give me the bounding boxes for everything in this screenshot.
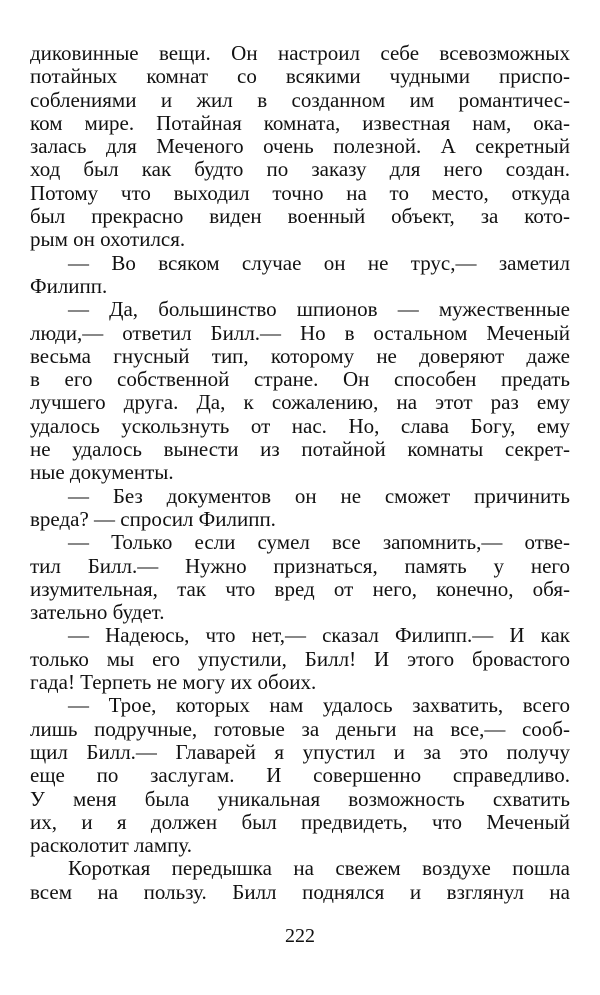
- text-line: У меня была уникальная возможность схватить: [30, 786, 570, 811]
- text-line: щил Билл.— Главарей я упустил и за это получу: [30, 739, 570, 764]
- page-number: 222: [285, 925, 315, 947]
- text-line: рым он охотился.: [30, 227, 186, 252]
- text-line: только мы его упустили, Билл! И этого бровастого: [30, 646, 570, 671]
- text-line: гада! Терпеть не могу их обоих.: [30, 670, 317, 695]
- text-line: еще по заслугам. И совершенно справедливо.: [30, 763, 570, 788]
- text-line: лучшего друга. Да, к сожалению, на этот раз ему: [30, 390, 570, 415]
- text-line: не удалось вынести из потайной комнаты секрет-: [30, 437, 570, 462]
- text-line: ные документы.: [30, 460, 174, 485]
- text-line: — Без документов он не сможет причинить: [68, 483, 570, 508]
- text-line: соблениями и жил в созданном им романтичес-: [30, 87, 570, 112]
- text-line: удалось ускользнуть от нас. Но, слава Богу, ему: [30, 413, 570, 438]
- text-line: зательно будет.: [30, 600, 165, 625]
- text-line: — Во всяком случае он не трус,— заметил: [68, 250, 570, 275]
- text-line: их, и я должен был предвидеть, что Меченый: [30, 809, 570, 834]
- text-line: — Трое, которых нам удалось захватить, всего: [68, 693, 570, 718]
- text-line: изумительная, так что вред от него, конечно, обя-: [30, 576, 570, 601]
- text-line: залась для Меченого очень полезной. А секретный: [30, 134, 570, 159]
- text-line: в его собственной стране. Он способен предать: [30, 367, 570, 392]
- text-line: Потому что выходил точно на то место, откуда: [30, 180, 570, 205]
- text-line: лишь подручные, готовые за деньги на все,— сооб-: [30, 716, 570, 741]
- text-line: — Надеюсь, что нет,— сказал Филипп.— И как: [68, 623, 570, 648]
- text-line: Филипп.: [30, 273, 108, 298]
- text-line: всем на пользу. Билл поднялся и взглянул на: [30, 879, 570, 904]
- text-line: — Только если сумел все запомнить,— отве-: [68, 530, 570, 555]
- text-line: Короткая передышка на свежем воздухе пошла: [68, 856, 570, 881]
- page-body: [30, 42, 570, 904]
- text-line: расколотит лампу.: [30, 833, 193, 858]
- text-line: ком мире. Потайная комната, известная нам, ока-: [30, 110, 570, 135]
- text-line: люди,— ответил Билл.— Но в остальном Меченый: [30, 320, 570, 345]
- text-line: был прекрасно виден военный объект, за кото-: [30, 204, 570, 229]
- text-line: вреда? — спросил Филипп.: [30, 506, 276, 531]
- text-line: весьма гнусный тип, которому не доверяют даже: [30, 343, 570, 368]
- text-line: ход был как будто по заказу для него создан.: [30, 157, 570, 182]
- text-line: — Да, большинство шпионов — мужественные: [68, 297, 570, 322]
- text-line: потайных комнат со всякими чудными приспо-: [30, 64, 570, 89]
- text-line: тил Билл.— Нужно признаться, память у него: [30, 553, 570, 578]
- text-line: диковинные вещи. Он настроил себе всевозможных: [30, 41, 570, 65]
